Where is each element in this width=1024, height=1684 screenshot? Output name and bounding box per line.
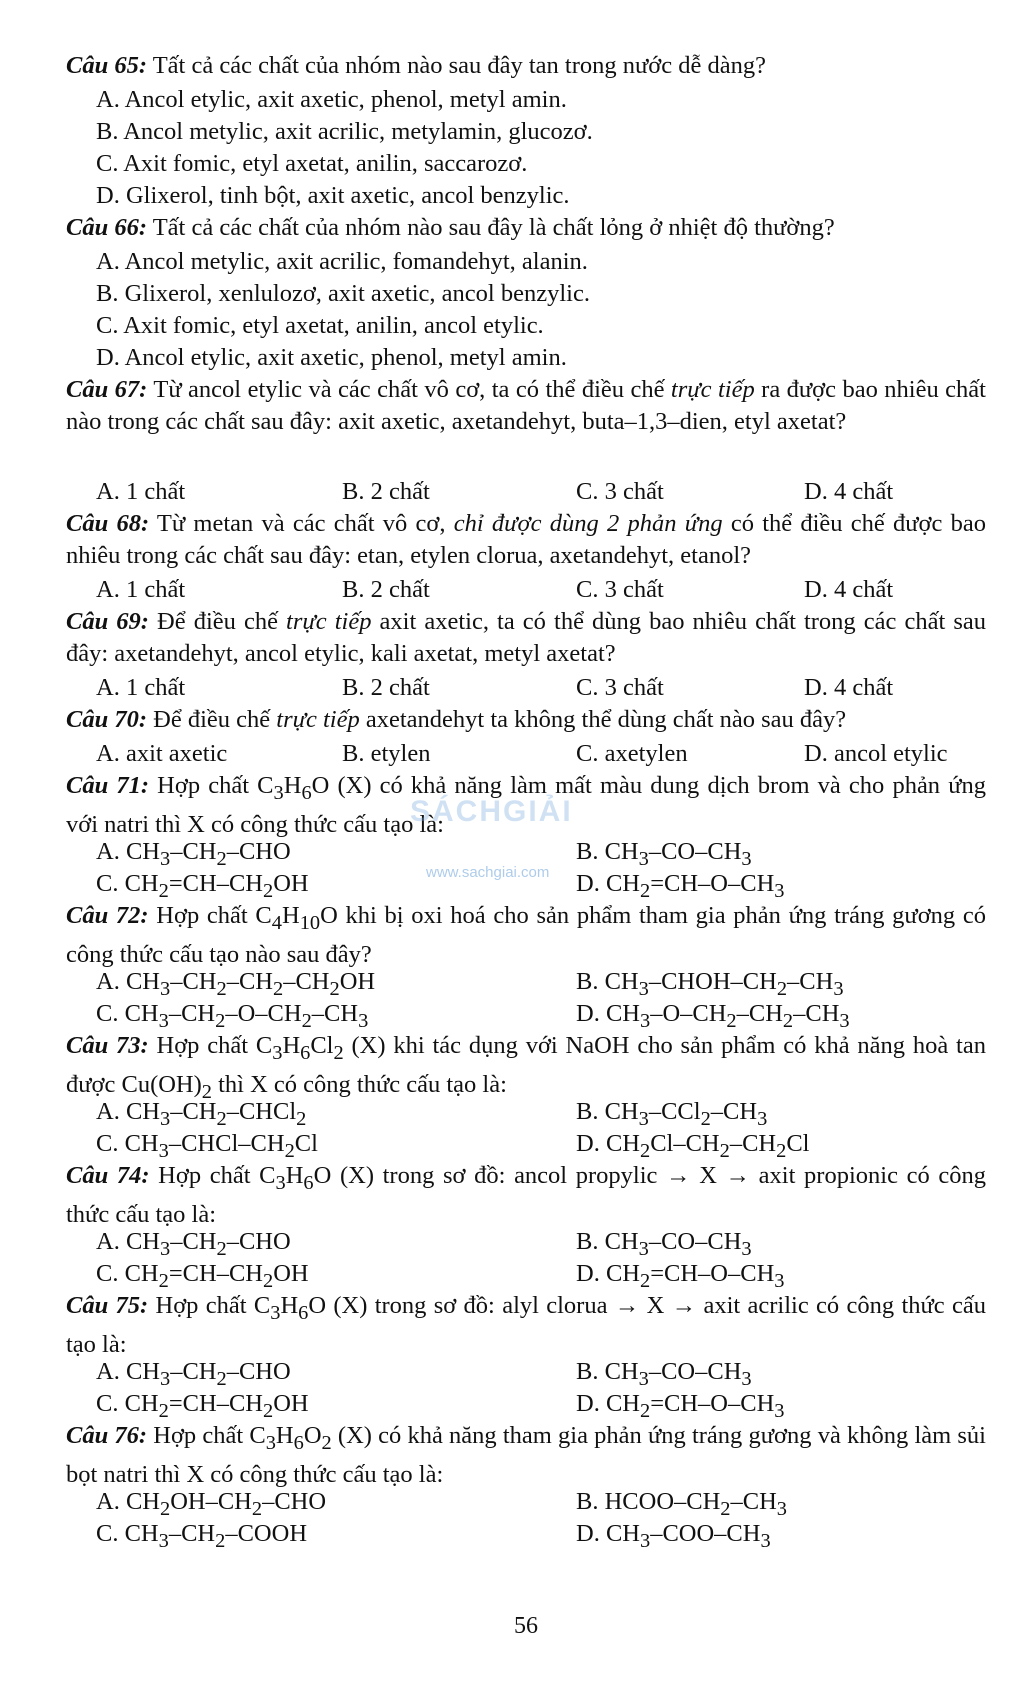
question-label: Câu 65: xyxy=(66,52,148,79)
option-b: B. 2 chất xyxy=(342,674,430,701)
option-c: C. $CH_3-CH_2-O-CH_2-CH_3$ xyxy=(96,1000,369,1032)
question-text: thì X có công thức cấu tạo là: xyxy=(211,1070,507,1098)
option-b: B. Ancol metylic, axit acrilic, metylamin, glucozơ. xyxy=(96,118,593,145)
option-b: B. Glixerol, xenlulozơ, axit axetic, ancol benzylic. xyxy=(96,280,590,307)
question-label: Câu 66: xyxy=(66,214,148,241)
question-text-cont: axit axetic, ta có thể dùng bao nhiêu chất trong các chất sau đây: axetandehyt, ancol etylic, kali axetat, metyl axetat? xyxy=(66,608,987,667)
question-text: Hợp chất C xyxy=(148,1292,271,1319)
option-c: C. Axit fomic, etyl axetat, anilin, saccarozơ. xyxy=(96,150,528,177)
question-text: H xyxy=(282,1032,301,1059)
question-text: Từ metan và các chất vô cơ, xyxy=(149,510,454,537)
question-label: Câu 70: xyxy=(66,706,148,733)
question-74 xyxy=(66,1160,986,1231)
option-a: A. 1 chất xyxy=(96,576,186,603)
question-76 xyxy=(66,1420,986,1491)
page-number: 56 xyxy=(514,1613,538,1639)
question-text: Để điều chế xyxy=(147,706,277,733)
option-d: D. 4 chất xyxy=(804,478,894,505)
question-67 xyxy=(66,374,986,438)
option-b: B. 2 chất xyxy=(342,478,430,505)
question-text: Cl xyxy=(310,1032,334,1059)
option-b: B. 2 chất xyxy=(342,576,430,603)
question-text: H xyxy=(283,772,302,799)
question-70 xyxy=(66,704,986,736)
question-text: (X) có khả năng tham gia phản ứng tráng gương và không làm sủi bọt natri thì X có công thức cấu tạo là: xyxy=(66,1422,986,1488)
option-b: B. $CH_3-CO-CH_3$ xyxy=(576,1228,752,1260)
option-a: A. Ancol metylic, axit acrilic, fomandehyt, alanin. xyxy=(96,248,588,275)
question-text: O khi bị oxi hoá cho sản phẩm tham gia phản ứng tráng gương có công thức cấu tạo nào sau đây? xyxy=(66,902,986,968)
subscript: 6 xyxy=(303,1171,314,1194)
subscript: 6 xyxy=(293,1431,304,1454)
subscript: 6 xyxy=(301,781,312,804)
question-label: Câu 74: xyxy=(66,1162,150,1189)
option-a: A. $CH_2OH-CH_2$–CHO xyxy=(96,1488,327,1520)
question-text: Hợp chất C xyxy=(149,772,274,799)
question-text: Tất cả các chất của nhóm nào sau đây tan trong nước dễ dàng? xyxy=(147,52,766,79)
option-b: B. $CH_3-CO-CH_3$ xyxy=(576,1358,752,1390)
question-label: Câu 73: xyxy=(66,1032,149,1059)
subscript: 3 xyxy=(273,781,284,804)
question-text: O (X) trong sơ đồ: ancol propylic → X → axit propionic có công thức cấu tạo là: xyxy=(66,1162,986,1228)
question-text: Hợp chất C xyxy=(147,1422,266,1449)
option-b: B. HCOO–$CH_2-CH_3$ xyxy=(576,1488,787,1520)
option-c: C. $CH_3-CH_2$–COOH xyxy=(96,1520,308,1552)
option-c: C. 3 chất xyxy=(576,478,664,505)
question-69 xyxy=(66,606,986,670)
question-text: Hợp chất C xyxy=(148,902,272,929)
subscript: 2 xyxy=(333,1041,344,1064)
option-d: D. $CH_3-COO-CH_3$ xyxy=(576,1520,771,1552)
option-d: D. Ancol etylic, axit axetic, phenol, metyl amin. xyxy=(96,344,567,371)
question-text: Hợp chất C xyxy=(148,1032,273,1059)
option-a: A. $CH_3-CH_2$–CHO xyxy=(96,1228,291,1260)
emphasis: trực tiếp xyxy=(286,608,372,635)
option-c: C. $CH_2=CH-CH_2OH$ xyxy=(96,1260,309,1292)
question-text: Tất cả các chất của nhóm nào sau đây là chất lỏng ở nhiệt độ thường? xyxy=(147,214,835,241)
question-label: Câu 72: xyxy=(66,902,149,929)
question-68 xyxy=(66,508,986,572)
option-c: C. 3 chất xyxy=(576,674,664,701)
watermark-url: www.sachgiai.com xyxy=(426,864,550,881)
option-a: A. $CH_3-CH_2$–CHO xyxy=(96,838,291,870)
option-b: B. $CH_3-CHOH-CH_2-CH_3$ xyxy=(576,968,844,1000)
question-65 xyxy=(66,50,986,82)
subscript: 4 xyxy=(271,911,282,934)
option-d: D. 4 chất xyxy=(804,576,894,603)
option-d: D. $CH_2Cl-CH_2-CH_2Cl$ xyxy=(576,1130,810,1162)
option-d: D. 4 chất xyxy=(804,674,894,701)
question-text: Để điều chế xyxy=(148,608,287,635)
option-d: D. $CH_2=CH-O-CH_3$ xyxy=(576,1260,785,1292)
emphasis: trực tiếp xyxy=(276,706,360,733)
question-text: H xyxy=(275,1422,294,1449)
question-text-cont: ra được bao nhiêu chất nào trong các chất sau đây: axit axetic, axetandehyt, buta–1,3–dien, etyl axetat? xyxy=(66,376,986,435)
option-d: D. Glixerol, tinh bột, axit axetic, ancol benzylic. xyxy=(96,182,570,209)
question-text: H xyxy=(281,902,300,929)
question-text: (X) khi tác dụng với NaOH cho sản phẩm có khả năng hoà tan được Cu(OH) xyxy=(66,1032,986,1098)
question-label: Câu 76: xyxy=(66,1422,148,1449)
question-text-cont: axetandehyt ta không thể dùng chất nào sau đây? xyxy=(359,706,847,733)
question-text: O xyxy=(303,1422,322,1449)
emphasis: trực tiếp xyxy=(670,376,755,403)
subscript: 2 xyxy=(321,1431,332,1454)
question-text: H xyxy=(280,1292,299,1319)
question-text: Từ ancol etylic và các chất vô cơ, ta có thể điều chế xyxy=(147,376,671,403)
option-a: A. Ancol etylic, axit axetic, phenol, metyl amin. xyxy=(96,86,567,113)
question-text: O (X) trong sơ đồ: alyl clorua → X → axit acrilic có công thức cấu tạo là: xyxy=(66,1292,986,1358)
question-text-cont: có thể điều chế được bao nhiêu trong các chất sau đây: etan, etylen clorua, axetandehyt, etanol? xyxy=(66,510,987,569)
option-c: C. $CH_2=CH-CH_2OH$ xyxy=(96,870,309,902)
option-d: D. ancol etylic xyxy=(804,740,948,767)
subscript: 3 xyxy=(275,1171,286,1194)
question-text: H xyxy=(285,1162,304,1189)
question-75 xyxy=(66,1290,986,1361)
subscript: 6 xyxy=(300,1041,311,1064)
option-c: C. axetylen xyxy=(576,740,688,767)
watermark-logo: SÁCHGIẢI xyxy=(410,795,573,828)
question-label: Câu 69: xyxy=(66,608,149,635)
option-d: D. $CH_2=CH-O-CH_3$ xyxy=(576,1390,785,1422)
option-a: A. $CH_3-CH_2-CH_2-CH_2OH$ xyxy=(96,968,376,1000)
option-b: B. $CH_3-CCl_2-CH_3$ xyxy=(576,1098,768,1130)
subscript: 2 xyxy=(201,1080,212,1103)
emphasis: chỉ được dùng 2 phản ứng xyxy=(453,510,723,537)
subscript: 3 xyxy=(270,1301,281,1324)
option-b: B. $CH_3-CO-CH_3$ xyxy=(576,838,752,870)
question-label: Câu 67: xyxy=(66,376,148,403)
option-a: A. 1 chất xyxy=(96,478,186,505)
subscript: 3 xyxy=(272,1041,283,1064)
question-label: Câu 71: xyxy=(66,772,150,799)
option-c: C. $CH_2=CH-CH_2OH$ xyxy=(96,1390,309,1422)
option-c: C. Axit fomic, etyl axetat, anilin, ancol etylic. xyxy=(96,312,544,339)
option-c: C. 3 chất xyxy=(576,576,664,603)
option-c: C. $CH_3-CHCl-CH_2Cl$ xyxy=(96,1130,318,1162)
option-d: D. $CH_3-O-CH_2-CH_2-CH_3$ xyxy=(576,1000,850,1032)
subscript: 10 xyxy=(299,911,321,934)
option-a: A. 1 chất xyxy=(96,674,186,701)
subscript: 6 xyxy=(298,1301,309,1324)
question-label: Câu 68: xyxy=(66,510,150,537)
option-a: A. axit axetic xyxy=(96,740,228,767)
option-b: B. etylen xyxy=(342,740,431,767)
question-label: Câu 75: xyxy=(66,1292,149,1319)
question-66 xyxy=(66,212,986,244)
question-72 xyxy=(66,900,986,971)
subscript: 3 xyxy=(265,1431,276,1454)
question-text: O (X) có khả năng làm mất màu dung dịch brom và cho phản ứng với natri thì X có công thức cấu tạo là: xyxy=(66,772,986,838)
option-a: A. $CH_3-CH_2$–CHO xyxy=(96,1358,291,1390)
option-a: A. $CH_3-CH_2-CHCl_2$ xyxy=(96,1098,307,1130)
question-text: Hợp chất C xyxy=(149,1162,276,1189)
option-d: D. $CH_2=CH-O-CH_3$ xyxy=(576,870,785,902)
